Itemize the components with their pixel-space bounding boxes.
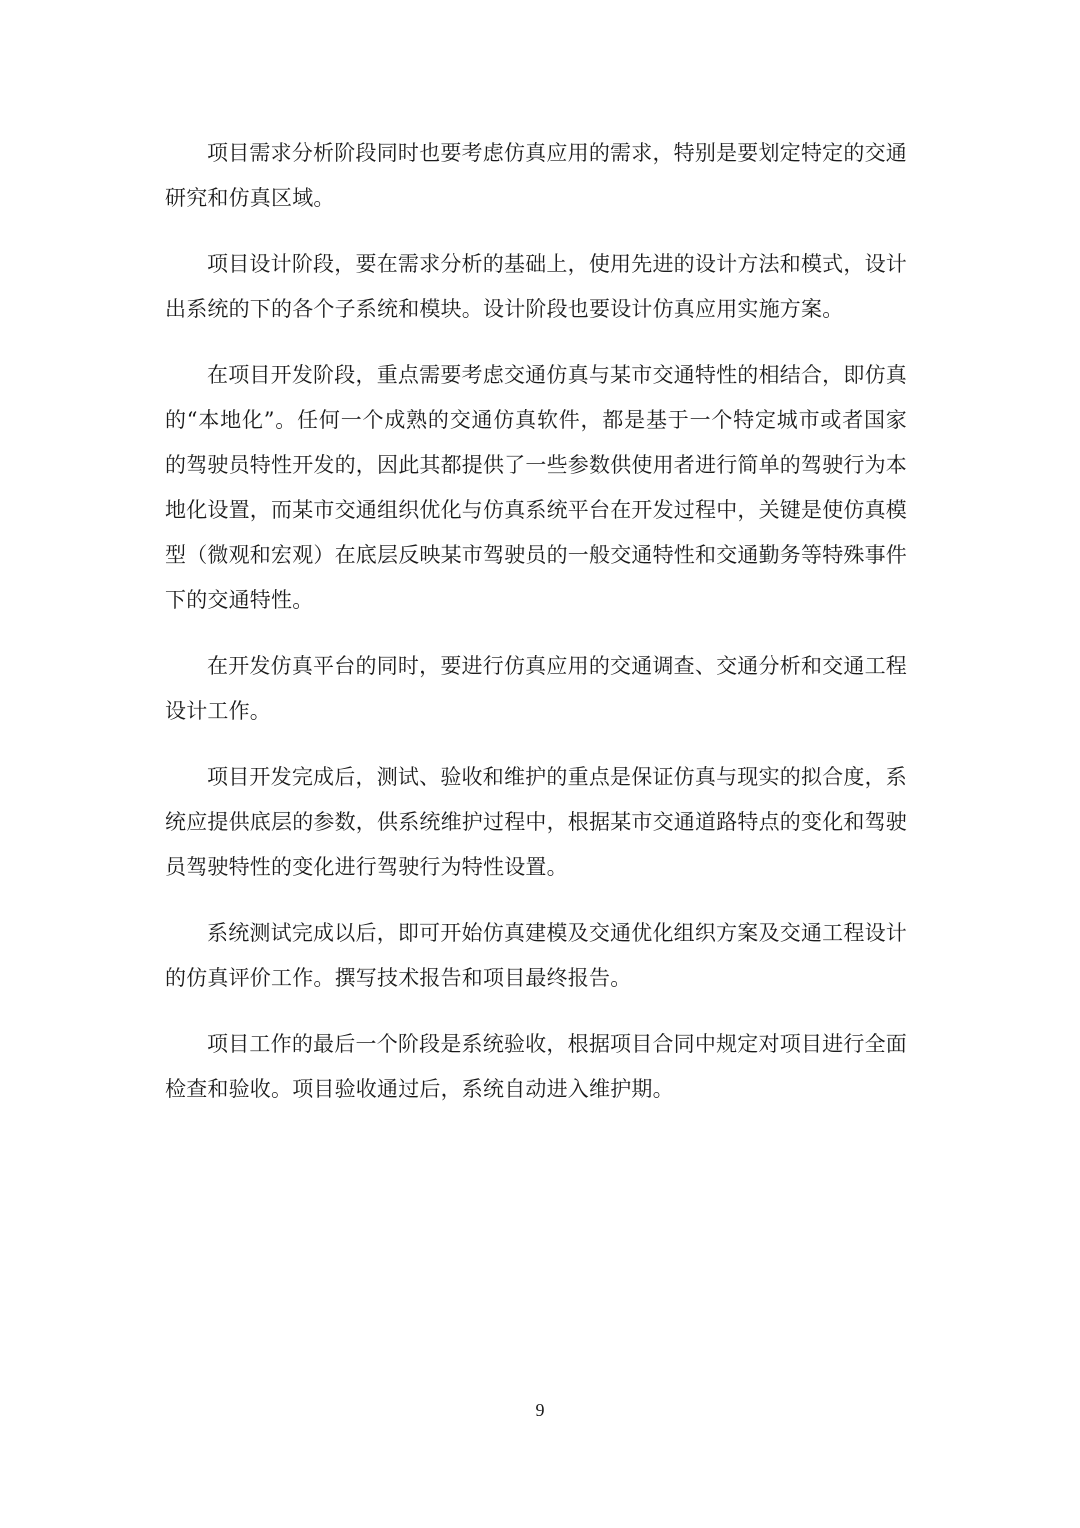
paragraph-requirements-analysis: 项目需求分析阶段同时也要考虑仿真应用的需求，特别是要划定特定的交通研究和仿真区域。 xyxy=(165,141,907,210)
page-number: 9 xyxy=(535,1400,545,1420)
body-text xyxy=(165,131,907,1133)
paragraph-acceptance: 项目工作的最后一个阶段是系统验收，根据项目合同中规定对项目进行全面检查和验收。项目验收通过后，系统自动进入维护期。 xyxy=(165,1032,907,1101)
paragraph-simulation-evaluation: 系统测试完成以后，即可开始仿真建模及交通优化组织方案及交通工程设计的仿真评价工作。撰写技术报告和项目最终报告。 xyxy=(165,921,907,990)
paragraph-development-phase: 在项目开发阶段，重点需要考虑交通仿真与某市交通特性的相结合，即仿真的“本地化”。任何一个成熟的交通仿真软件，都是基于一个特定城市或者国家的驾驶员特性开发的，因此其都提供了一些参数供使用者进行简单的驾驶行为本地化设置，而某市交通组织优化与仿真系统平台在开发过程中，关键是使仿真模型（微观和宏观）在底层反映某市驾驶员的一般交通特性和交通勤务等特殊事件下的交通特性。 xyxy=(165,363,907,612)
paragraph-design-phase: 项目设计阶段，要在需求分析的基础上，使用先进的设计方法和模式，设计出系统的下的各个子系统和模块。设计阶段也要设计仿真应用实施方案。 xyxy=(165,252,907,321)
paragraph-testing-maintenance: 项目开发完成后，测试、验收和维护的重点是保证仿真与现实的拟合度，系统应提供底层的参数，供系统维护过程中，根据某市交通道路特点的变化和驾驶员驾驶特性的变化进行驾驶行为特性设置。 xyxy=(165,765,907,879)
paragraph-traffic-survey: 在开发仿真平台的同时，要进行仿真应用的交通调查、交通分析和交通工程设计工作。 xyxy=(165,654,907,723)
